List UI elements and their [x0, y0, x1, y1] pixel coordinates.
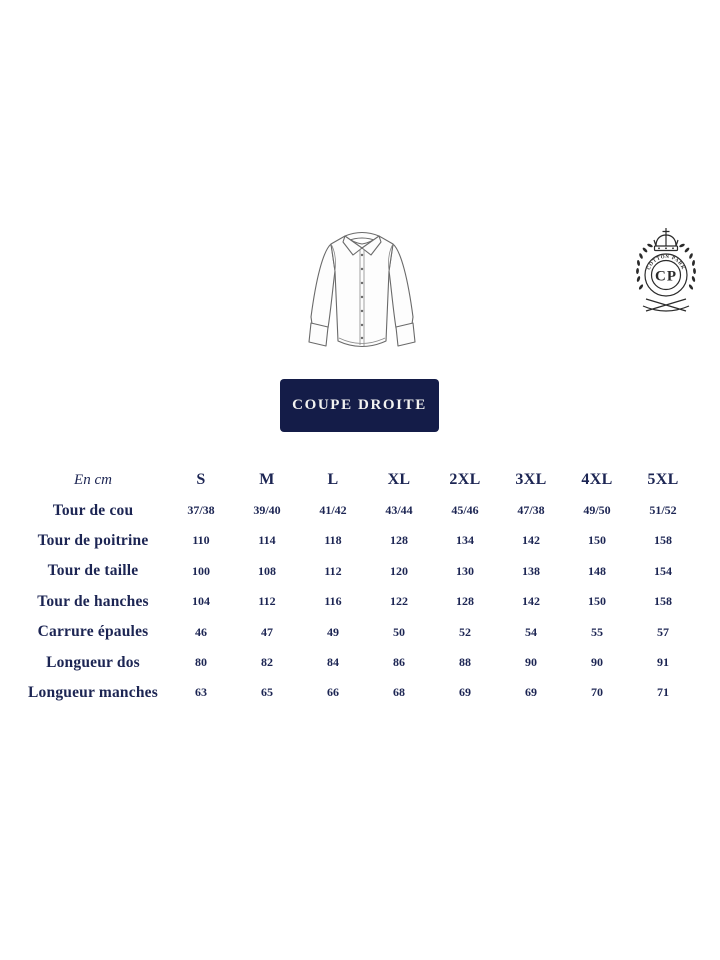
size-table-body — [18, 495, 706, 708]
size-table-header-row — [18, 465, 706, 495]
measurement-value: 118 — [324, 533, 342, 548]
measurement-value: 158 — [654, 594, 672, 609]
measurement-value: 69 — [525, 685, 537, 700]
measurement-label: Carrure épaules — [37, 623, 149, 641]
measurement-label: Longueur manches — [28, 683, 158, 701]
measurement-value: 114 — [258, 533, 276, 548]
measurement-value: 39/40 — [253, 503, 281, 518]
measurement-value: 80 — [195, 655, 207, 670]
measurement-value: 112 — [258, 594, 276, 609]
crown-icon — [654, 235, 678, 246]
measurement-value: 63 — [195, 685, 207, 700]
measurement-value: 108 — [258, 563, 276, 578]
measurement-value: 148 — [588, 563, 606, 578]
measurement-value: 68 — [393, 685, 405, 700]
measurement-value: 116 — [324, 594, 342, 609]
measurement-value: 54 — [525, 624, 537, 639]
shirt-left-sleeve — [311, 244, 335, 328]
measurement-value: 41/42 — [319, 503, 347, 518]
brand-crest-logo — [626, 227, 706, 320]
measurement-value: 49 — [327, 624, 339, 639]
table-row — [18, 617, 706, 647]
size-column-header: 3XL — [515, 471, 547, 489]
fit-badge — [280, 379, 439, 432]
measurement-value: 49/50 — [583, 503, 611, 518]
logo-brand-arc-text: COTTON PARK — [646, 254, 686, 271]
measurement-value: 57 — [657, 624, 669, 639]
measurement-value: 71 — [657, 685, 669, 700]
size-column-header: L — [327, 471, 339, 489]
measurement-value: 43/44 — [385, 503, 413, 518]
measurement-value: 134 — [456, 533, 474, 548]
shirt-body — [331, 236, 393, 347]
size-column-header: S — [196, 471, 206, 489]
size-table — [18, 465, 706, 708]
measurement-value: 45/46 — [451, 503, 479, 518]
measurement-value: 128 — [390, 533, 408, 548]
measurement-value: 120 — [390, 563, 408, 578]
measurement-value: 112 — [324, 563, 342, 578]
size-column-header: M — [259, 471, 275, 489]
measurement-value: 150 — [588, 594, 606, 609]
measurement-value: 142 — [522, 594, 540, 609]
measurement-value: 55 — [591, 624, 603, 639]
measurement-value: 52 — [459, 624, 471, 639]
measurement-value: 47/38 — [517, 503, 545, 518]
measurement-value: 37/38 — [187, 503, 215, 518]
shirt-right-cuff — [396, 323, 415, 346]
table-row — [18, 526, 706, 556]
table-row — [18, 556, 706, 586]
measurement-label: Tour de cou — [52, 501, 134, 519]
measurement-value: 104 — [192, 594, 210, 609]
measurement-value: 90 — [591, 655, 603, 670]
measurement-value: 90 — [525, 655, 537, 670]
measurement-value: 150 — [588, 533, 606, 548]
measurement-value: 110 — [192, 533, 210, 548]
measurement-label: Tour de poitrine — [37, 531, 149, 549]
measurement-value: 65 — [261, 685, 273, 700]
measurement-value: 66 — [327, 685, 339, 700]
crown-band-dots — [658, 247, 674, 249]
measurement-value: 122 — [390, 594, 408, 609]
measurement-value: 158 — [654, 533, 672, 548]
measurement-value: 51/52 — [649, 503, 677, 518]
table-row — [18, 495, 706, 525]
measurement-value: 142 — [522, 533, 540, 548]
measurement-value: 130 — [456, 563, 474, 578]
table-row — [18, 647, 706, 677]
measurement-value: 128 — [456, 594, 474, 609]
logo-monogram: CP — [655, 268, 677, 285]
table-row — [18, 678, 706, 708]
size-column-header: 2XL — [449, 471, 481, 489]
measurement-value: 47 — [261, 624, 273, 639]
measurement-value: 154 — [654, 563, 672, 578]
measurement-label: Tour de taille — [47, 562, 139, 580]
measurement-value: 138 — [522, 563, 540, 578]
shirt-illustration — [299, 221, 425, 363]
size-column-header: 4XL — [581, 471, 613, 489]
measurement-value: 46 — [195, 624, 207, 639]
fit-badge-label: COUPE DROITE — [292, 397, 427, 413]
measurement-value: 84 — [327, 655, 339, 670]
shirt-right-sleeve — [389, 244, 413, 328]
measurement-value: 82 — [261, 655, 273, 670]
measurement-value: 88 — [459, 655, 471, 670]
crown-cross-icon — [663, 228, 670, 235]
shirt-left-cuff — [309, 323, 328, 346]
size-column-header: 5XL — [647, 471, 679, 489]
measurement-value: 86 — [393, 655, 405, 670]
measurement-value: 70 — [591, 685, 603, 700]
unit-label: En cm — [74, 471, 112, 488]
measurement-value: 100 — [192, 563, 210, 578]
measurement-value: 50 — [393, 624, 405, 639]
measurement-label: Longueur dos — [46, 653, 140, 671]
measurement-label: Tour de hanches — [37, 592, 149, 610]
measurement-value: 69 — [459, 685, 471, 700]
size-column-header: XL — [387, 471, 411, 489]
crest-ribbon — [643, 299, 689, 311]
measurement-value: 91 — [657, 655, 669, 670]
table-row — [18, 587, 706, 617]
